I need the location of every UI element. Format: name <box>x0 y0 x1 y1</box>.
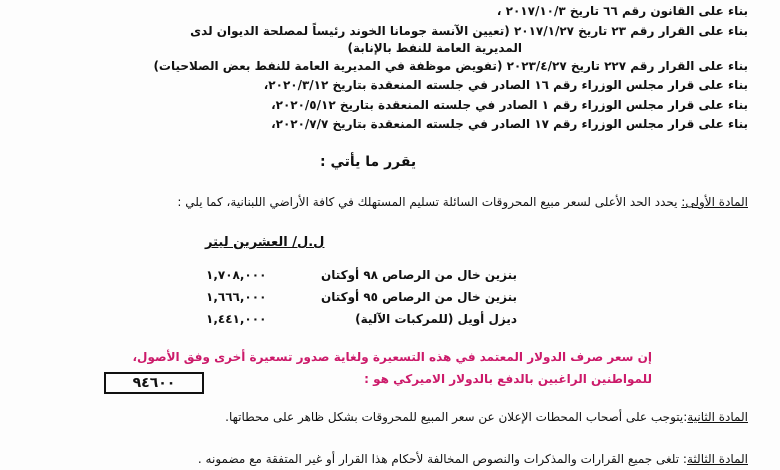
price-product-3: ديزل أويل (للمركبات الآلية) <box>355 312 517 326</box>
exchange-rate-box: ٩٤٦٠٠ <box>104 372 204 394</box>
article-2-text: :يتوجب على أصحاب المحطات الإعلان عن سعر المبيع للمحروقات بشكل ظاهر على محطاتها. <box>225 410 688 424</box>
preamble-line-4: بناء على القرار رقم ٢٢٧ تاريخ ٢٠٢٣/٤/٢٧ (تفويض موظفة في المديرية العامة للنفط بعض الصلاحيات) <box>153 59 748 73</box>
preamble-line-3: المديرية العامة للنفط بالإنابة) <box>347 41 522 55</box>
price-value-2: ١,٦٦٦,٠٠٠ <box>206 290 267 304</box>
exchange-note-2: للمواطنين الراغبين بالدفع بالدولار الاميركي هو : <box>364 372 652 386</box>
preamble-line-6: بناء على قرار مجلس الوزراء رقم ١ الصادر في جلسته المنعقدة بتاريخ ٢٠٢٠/٥/١٢، <box>271 98 748 112</box>
exchange-note-1: إن سعر صرف الدولار المعتمد في هذه التسعيرة ولغاية صدور تسعيرة أخرى وفق الأصول، <box>132 350 652 364</box>
preamble-line-5: بناء على قرار مجلس الوزراء رقم ١٦ الصادر في جلسته المنعقدة بتاريخ ٢٠٢٠/٣/١٢، <box>263 78 748 92</box>
decides-heading: يقرر ما يأتي : <box>320 154 417 170</box>
unit-header: ل.ل/ العشرين ليتر <box>205 235 325 250</box>
article-1 <box>177 195 748 209</box>
price-product-1: بنزين خال من الرصاص ٩٨ أوكتان <box>320 268 517 282</box>
price-product-2: بنزين خال من الرصاص ٩٥ أوكتان <box>320 290 517 304</box>
article-3 <box>198 452 748 466</box>
price-value-3: ١,٤٤١,٠٠٠ <box>206 312 267 326</box>
preamble-line-7: بناء على قرار مجلس الوزراء رقم ١٧ الصادر في جلسته المنعقدة بتاريخ ٢٠٢٠/٧/٧، <box>271 117 748 131</box>
article-2-label: المادة الثانية <box>687 410 748 424</box>
article-3-text: : تلغى جميع القرارات والمذكرات والنصوص المخالفة لأحكام هذا القرار أو غير المتفقة مع مضمونه . <box>197 452 687 466</box>
price-value-1: ١,٧٠٨,٠٠٠ <box>206 268 267 282</box>
article-2 <box>225 410 748 424</box>
preamble-line-1: بناء على القانون رقم ٦٦ تاريخ ٢٠١٧/١٠/٣ ، <box>496 4 748 18</box>
article-3-label: المادة الثالثة <box>686 452 748 466</box>
article-1-text: يحدد الحد الأعلى لسعر مبيع المحروقات السائلة تسليم المستهلك في كافة الأراضي اللبنانية، كما يلي : <box>177 195 682 209</box>
article-1-label: المادة الأولى: <box>681 195 748 209</box>
preamble-line-2: بناء على القرار رقم ٢٣ تاريخ ٢٠١٧/١/٢٧ (تعيين الآنسة جومانا الخوند رئيساً لمصلحة الديوان لدى <box>190 24 748 38</box>
